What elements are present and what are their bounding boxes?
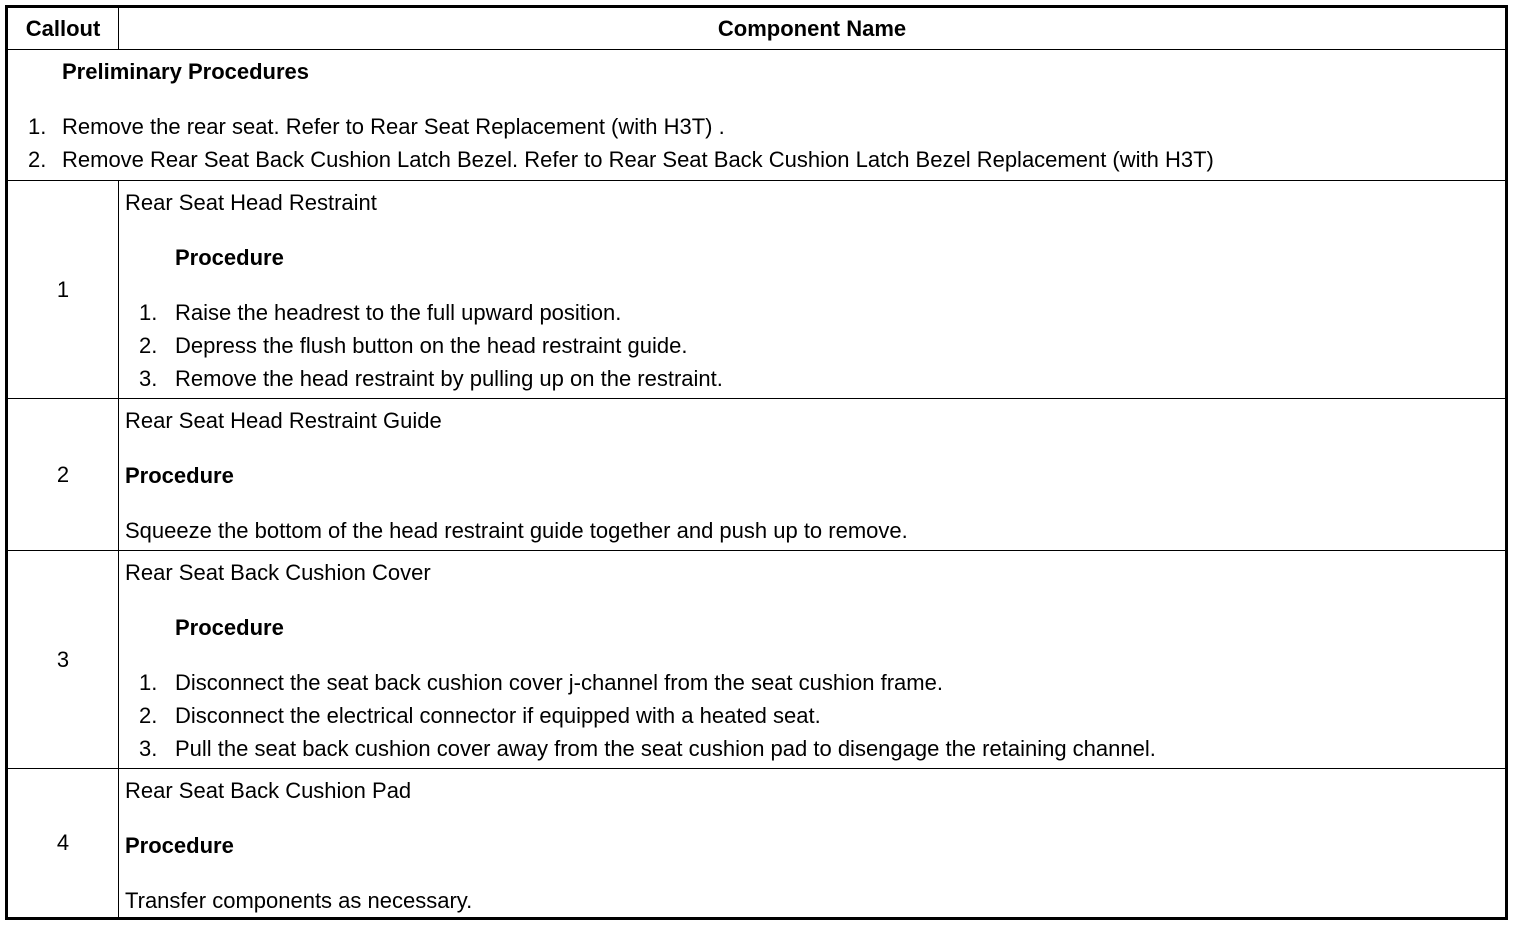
- list-number: 2.: [28, 147, 47, 172]
- procedure-label: Procedure: [125, 463, 234, 488]
- list-number: 2.: [139, 703, 158, 728]
- list-number: 1.: [139, 300, 158, 325]
- table-row: [8, 769, 1505, 917]
- procedure-step: Remove the head restraint by pulling up on the restraint.: [175, 366, 723, 391]
- list-number: 2.: [139, 333, 158, 358]
- list-number: 1.: [28, 114, 47, 139]
- list-number: 3.: [139, 366, 158, 391]
- component-cell: [119, 399, 1505, 550]
- procedure-label: Procedure: [175, 615, 284, 640]
- procedure-note: Squeeze the bottom of the head restraint guide together and push up to remove.: [125, 518, 908, 543]
- header-callout: Callout: [8, 8, 119, 49]
- procedure-step: Pull the seat back cushion cover away from the seat cushion pad to disengage the retaining channel.: [175, 736, 1156, 761]
- component-name: Rear Seat Back Cushion Pad: [125, 778, 412, 803]
- list-number: 3.: [139, 736, 158, 761]
- preliminary-title: Preliminary Procedures: [62, 59, 310, 84]
- component-cell: [119, 551, 1505, 768]
- table-row: [8, 551, 1505, 769]
- component-cell: [119, 769, 1505, 917]
- component-name: Rear Seat Back Cushion Cover: [125, 560, 431, 585]
- table-header-row: [8, 8, 1505, 50]
- component-name: Rear Seat Head Restraint Guide: [125, 408, 442, 433]
- procedure-step: Disconnect the seat back cushion cover j-channel from the seat cushion frame.: [175, 670, 943, 695]
- header-component-name: Component Name: [717, 15, 907, 41]
- procedure-table: [5, 5, 1508, 920]
- component-cell: [119, 181, 1505, 398]
- preliminary-step-1: Remove the rear seat. Refer to Rear Seat Replacement (with H3T) .: [62, 114, 725, 139]
- table-row: [8, 181, 1505, 399]
- procedure-step: Disconnect the electrical connector if equipped with a heated seat.: [175, 703, 821, 728]
- procedure-label: Procedure: [175, 245, 284, 270]
- callout-number: 4: [8, 769, 119, 917]
- procedure-label: Procedure: [125, 833, 234, 858]
- component-name: Rear Seat Head Restraint: [125, 190, 377, 215]
- preliminary-step-2: Remove Rear Seat Back Cushion Latch Bezel. Refer to Rear Seat Back Cushion Latch Bezel Replacement (with H3T): [62, 147, 1214, 172]
- callout-number: 3: [8, 551, 119, 768]
- list-number: 1.: [139, 670, 158, 695]
- callout-number: 1: [8, 181, 119, 398]
- procedure-note: Transfer components as necessary.: [125, 888, 473, 913]
- procedure-step: Raise the headrest to the full upward position.: [175, 300, 622, 325]
- table-row: [8, 399, 1505, 551]
- preliminary-procedures-row: [8, 50, 1505, 181]
- procedure-step: Depress the flush button on the head restraint guide.: [175, 333, 688, 358]
- callout-number: 2: [8, 399, 119, 550]
